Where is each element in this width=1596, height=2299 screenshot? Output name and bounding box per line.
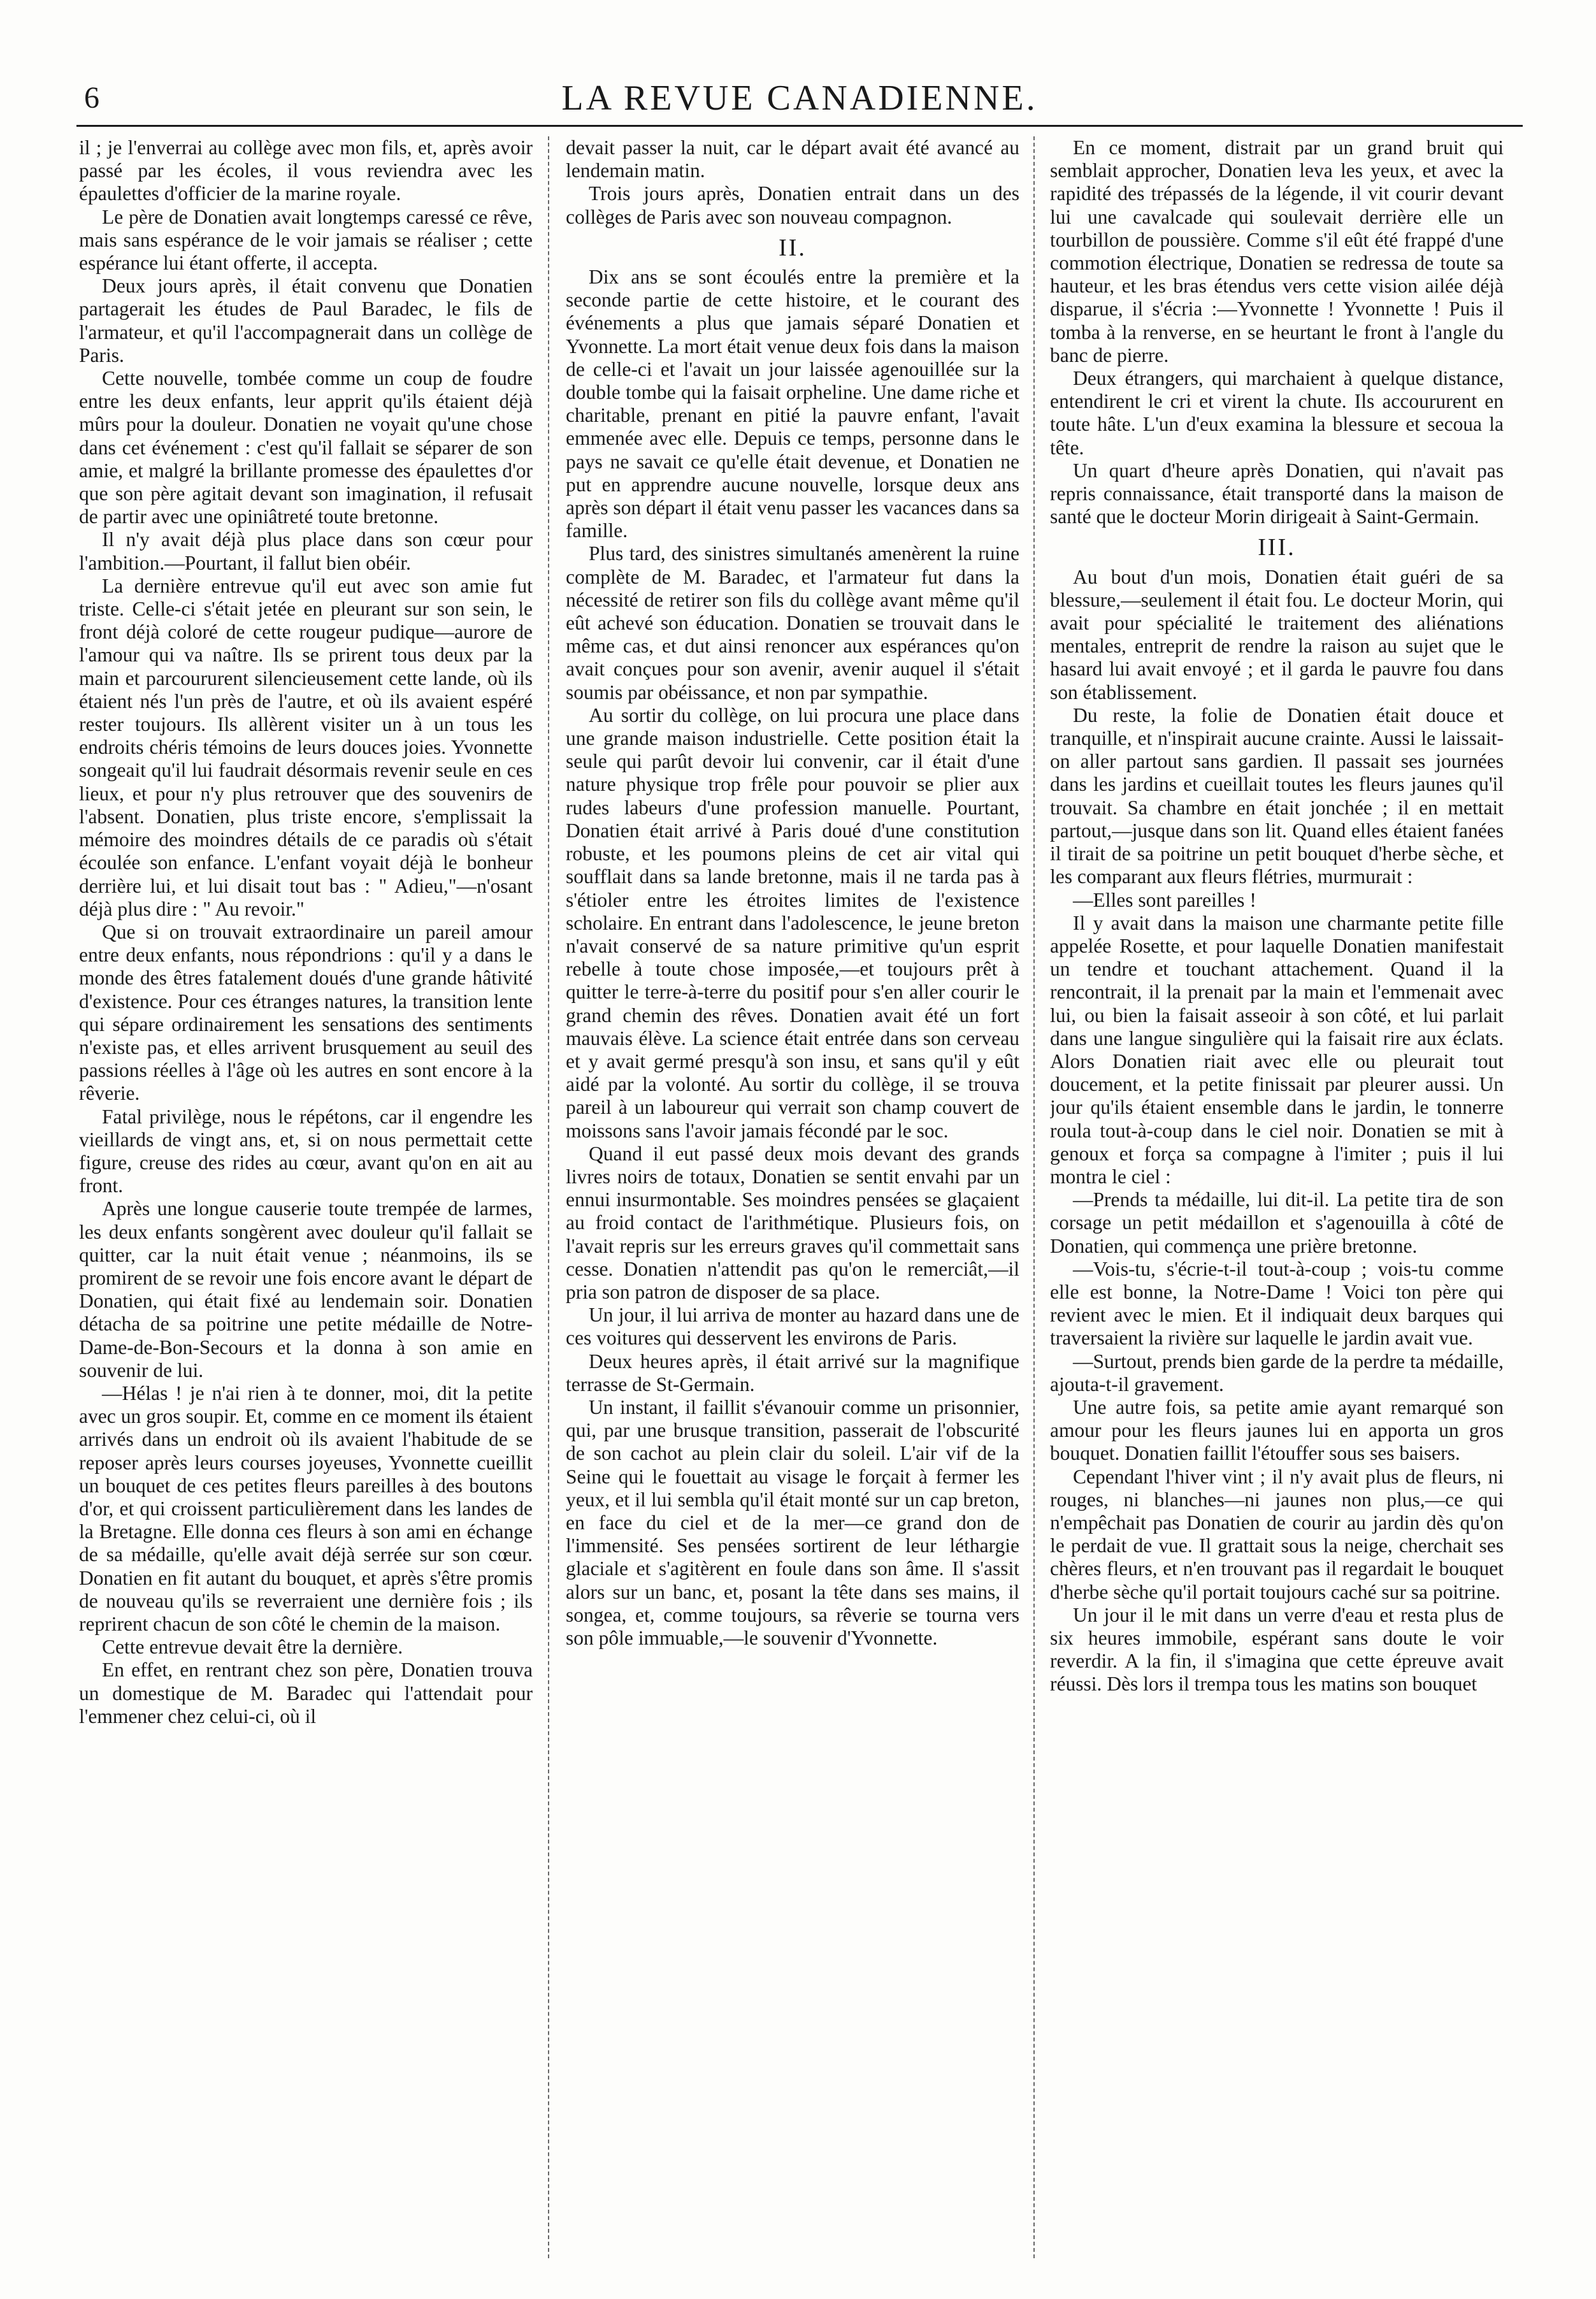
paragraph: Du reste, la folie de Donatien était douce et tranquille, et n'inspirait aucune crainte. Aussi le laissait-on aller partout sans gardien. Il passait ses journées dans les jardins et cueillait toutes les fleurs jaunes qu'il trouvait. Sa chambre en était jonchée ; il en mettait partout,—jusque dans son lit. Quand elles étaient fanées il tirait de sa poitrine un petit bouquet d'herbe sèche, et les comparant aux fleurs flétries, murmurait : (1050, 703, 1504, 888)
column-2 (566, 136, 1019, 2258)
column-3 (1050, 136, 1504, 2258)
paragraph: Trois jours après, Donatien entrait dans un des collèges de Paris avec son nouveau compagnon. (566, 182, 1019, 228)
paragraph: Plus tard, des sinistres simultanés amenèrent la ruine complète de M. Baradec, et l'armateur fut dans la nécessité de retirer son fils du collège avant même qu'il eût achevé son éducation. Donatien se trouvait dans le même cas, et dut ainsi renoncer aux espérances qu'on avait conçues pour son avenir, avenir auquel il s'était soumis par obéissance, et non par sympathie. (566, 542, 1019, 703)
paragraph: Un jour il le mit dans un verre d'eau et resta plus de six heures immobile, espérant sans doute le voir reverdir. A la fin, il s'imagina que cette épreuve avait réussi. Dès lors il trempa tous les matins son bouquet (1050, 1603, 1504, 1696)
paragraph: devait passer la nuit, car le départ avait été avancé au lendemain matin. (566, 136, 1019, 182)
paragraph: Fatal privilège, nous le répétons, car il engendre les vieillards de vingt ans, et, si on nous permettait cette figure, creuse des rides au cœur, avant qu'on en ait au front. (79, 1105, 533, 1197)
paragraph: il ; je l'enverrai au collège avec mon fils, et, après avoir passé par les écoles, il vous reviendra avec les épaulettes d'officier de la marine royale. (79, 136, 533, 205)
paragraph: Que si on trouvait extraordinaire un pareil amour entre deux enfants, nous répondrions : qu'il y a dans le monde des êtres fatalement doués d'une grande hâtivité d'existence. Pour ces étranges natures, la transition lente qui sépare ordinairement les sensations des sentiments n'existe pas, et elles arrivent brusquement au seuil des passions réelles à l'âge où les autres en sont encore à la rêverie. (79, 920, 533, 1105)
page-number: 6 (84, 81, 99, 115)
paragraph: Quand il eut passé deux mois devant des grands livres noirs de totaux, Donatien se sentit envahi par un ennui insurmontable. Ses moindres pensées se glaçaient au froid contact de l'arithmétique. Plusieurs fois, on l'avait repris sur les erreurs graves qu'il commettait sans cesse. Donatien n'attendit pas qu'on le remerciât,—il pria son patron de disposer de sa place. (566, 1142, 1019, 1303)
paragraph: Deux heures après, il était arrivé sur la magnifique terrasse de St-Germain. (566, 1350, 1019, 1395)
paragraph: Cependant l'hiver vint ; il n'y avait plus de fleurs, ni rouges, ni blanches—ni jaunes non plus,—ce qui n'empêchait pas Donatien de courir au jardin dès qu'on le perdait de vue. Il grattait sous la neige, cherchait ses chères fleurs, et n'en trouvant pas il regardait le bouquet d'herbe sèche qu'il portait toujours caché sur sa poitrine. (1050, 1465, 1504, 1603)
section-heading: III. (1258, 534, 1296, 561)
paragraph: En ce moment, distrait par un grand bruit qui semblait approcher, Donatien leva les yeux, et avec la rapidité des trépassés de la légende, il vit courir devant lui une cavalcade qui soulevait derrière elle un tourbillon de poussière. Comme s'il eût été frappé d'une commotion électrique, Donatien se redressa de toute sa hauteur, et les bras étendus vers cette vision ailée déjà disparue, il s'écria :—Yvonnette ! Yvonnette ! Puis il tomba à la renverse, en se heurtant le front à l'angle du banc de pierre. (1050, 136, 1504, 366)
column-separator (1033, 136, 1035, 2258)
paragraph: Un instant, il faillit s'évanouir comme un prisonnier, qui, par une brusque transition, passerait de l'obscurité de son cachot au plein clair du soleil. L'air vif de la Seine qui le fouettait au visage le forçait à fermer les yeux, et il lui sembla qu'il était monté sur un cap breton, en face du ciel et de la mer—ce grand don de l'immensité. Ses pensées sortirent de leur léthargie glaciale et s'agitèrent en foule dans son âme. Il s'assit alors sur un banc, et, posant la tête dans ses mains, il songea, et, comme toujours, sa rêverie se tourna vers son pôle immuable,—le souvenir d'Yvonnette. (566, 1395, 1019, 1649)
paragraph: Au sortir du collège, on lui procura une place dans une grande maison industrielle. Cette position était la seule qui parût devoir lui convenir, car il était d'une nature physique trop frêle pour pouvoir se plier aux rudes labeurs d'une profession manuelle. Pourtant, Donatien était arrivé à Paris doué d'une constitution robuste, et les poumons pleins de cet air vital qui soufflait dans sa lande bretonne, mais il ne tarda pas à s'étioler entre les étroites limites de l'existence scholaire. En entrant dans l'adolescence, le jeune breton n'avait conservé de sa nature primitive qu'un esprit rebelle à toute chose imposée,—et toujours prêt à quitter le terre-à-terre du positif pour s'en aller courir le grand chemin des rêves. Donatien avait été un fort mauvais élève. La science était entrée dans son cerveau et y avait germé presqu'à son insu, et sans qu'il y eût aidé par la volonté. Au sortir du collège, il se trouva pareil à un laboureur qui verrait son champ couvert de moissons sans l'avoir jamais fécondé par le soc. (566, 703, 1019, 1142)
paragraph: La dernière entrevue qu'il eut avec son amie fut triste. Celle-ci s'était jetée en pleurant sur son sein, le front déjà coloré de cette rougeur pudique—aurore de l'amour qui va naître. Ils se prirent tous deux par la main et parcoururent silencieusement cette lande, où ils étaient nés l'un près de l'autre, et où ils avaient espéré rester toujours. Ils allèrent visiter un à un tous les endroits chéris témoins de leurs douces joies. Yvonnette songeait qu'il lui faudrait désormais revenir seule en ces lieux, et pour n'y plus retrouver que des souvenirs de l'absent. Donatien, plus triste encore, s'emplissait la mémoire des moindres détails de ce paradis où s'était écoulée son enfance. L'enfant voyait déjà le bonheur derrière lui, et lui disait tout bas : " Adieu,"—n'osant déjà plus dire : " Au revoir." (79, 574, 533, 920)
paragraph: Une autre fois, sa petite amie ayant remarqué son amour pour les fleurs jaunes lui en apporta un gros bouquet. Donatien faillit l'étouffer sous ses baisers. (1050, 1395, 1504, 1465)
paragraph: Dix ans se sont écoulés entre la première et la seconde partie de cette histoire, et le courant des événements a plus que jamais séparé Donatien et Yvonnette. La mort était venue deux fois dans la maison de celle-ci et l'avait un jour laissée agenouillée sur la double tombe qui la faisait orpheline. Une dame riche et charitable, prenant en pitié la pauvre enfant, l'avait emmenée avec elle. Depuis ce temps, personne dans le pays ne savait ce qu'elle était devenue, et Donatien ne put en apprendre aucune nouvelle, lorsque deux ans après son départ il était venu passer les vacances dans sa famille. (566, 266, 1019, 542)
paragraph: —Vois-tu, s'écrie-t-il tout-à-coup ; vois-tu comme elle est bonne, la Notre-Dame ! Voici ton père qui revient avec le mien. Et il indiquait deux barques qui traversaient la rivière sur laquelle le jardin avait vue. (1050, 1257, 1504, 1350)
paragraph: Il y avait dans la maison une charmante petite fille appelée Rosette, et pour laquelle Donatien manifestait un tendre et touchant attachement. Quand il la rencontrait, il la prenait par la main et l'emmenait avec lui, ou bien la faisait asseoir à son côté, et lui parlait dans une langue singulière qui la faisait rire aux éclats. Alors Donatien riait avec elle ou pleurait tout doucement, et la petite finissait par pleurer aussi. Un jour qu'ils étaient ensemble dans le jardin, le tonnerre roula tout-à-coup dans le ciel noir. Donatien se mit à genoux et força sa compagne à l'imiter ; puis il lui montra le ciel : (1050, 911, 1504, 1188)
paragraph: Il n'y avait déjà plus place dans son cœur pour l'ambition.—Pourtant, il fallut bien obéir. (79, 528, 533, 574)
paragraph: Au bout d'un mois, Donatien était guéri de sa blessure,—seulement il était fou. Le docteur Morin, qui avait pour spécialité le traitement des aliénations mentales, entreprit de rendre la raison au sujet que le hasard lui avait envoyé ; et il garda le pauvre fou dans son établissement. (1050, 565, 1504, 703)
page-header (76, 71, 1523, 122)
running-title: LA REVUE CANADIENNE. (561, 78, 1038, 118)
paragraph: —Elles sont pareilles ! (1073, 888, 1256, 911)
paragraph: Deux étrangers, qui marchaient à quelque distance, entendirent le cri et virent la chute. Ils accoururent en toute hâte. L'un d'eux examina la blessure et secoua la tête. (1050, 367, 1504, 459)
section-heading: II. (779, 234, 807, 261)
paragraph: Cette nouvelle, tombée comme un coup de foudre entre les deux enfants, leur apprit qu'ils étaient déjà mûrs pour la douleur. Donatien ne voyait qu'une chose dans cet événement : c'est qu'il fallait se séparer de son amie, et malgré la brillante promesse des épaulettes d'or que son père agitait devant son imagination, il refusait de partir avec une opiniâtreté toute bretonne. (79, 367, 533, 528)
paragraph: Cette entrevue devait être la dernière. (102, 1636, 403, 1659)
paragraph: —Hélas ! je n'ai rien à te donner, moi, dit la petite avec un gros soupir. Et, comme en ce moment ils étaient arrivés dans un endroit où ils avaient l'habitude de se reposer après leurs courses joyeuses, Yvonnette cueillit un bouquet de ces petites fleurs pareilles à des boutons d'or, et qui croissent particulièrement dans les landes de la Bretagne. Elle donna ces fleurs à son ami en échange de sa médaille, qu'elle avait déjà serrée sur son cœur. Donatien en fit autant du bouquet, et après s'être promis de nouveau qu'ils se reverraient une dernière fois ; ils reprirent chacun de son côté le chemin de la maison. (79, 1381, 533, 1635)
paragraph: En effet, en rentrant chez son père, Donatien trouva un domestique de M. Baradec qui l'attendait pour l'emmener chez celui-ci, où il (79, 1659, 533, 1727)
paragraph: Un quart d'heure après Donatien, qui n'avait pas repris connaissance, était transporté dans la maison de santé que le docteur Morin dirigeait à Saint-Germain. (1050, 459, 1504, 528)
paragraph: Après une longue causerie toute trempée de larmes, les deux enfants songèrent avec douleur qu'il fallait se quitter, car la nuit était venue ; néanmoins, ils se promirent de se revoir une fois encore avant le départ de Donatien, qui était fixé au lendemain soir. Donatien détacha de sa poitrine une petite médaille de Notre-Dame-de-Bon-Secours et la donna à son amie en souvenir de lui. (79, 1197, 533, 1381)
paragraph: Le père de Donatien avait longtemps caressé ce rêve, mais sans espérance de le voir jamais se réaliser ; cette espérance lui étant offerte, il accepta. (79, 205, 533, 275)
header-rule (76, 125, 1523, 127)
paragraph: —Surtout, prends bien garde de la perdre ta médaille, ajouta-t-il gravement. (1050, 1350, 1504, 1395)
column-1 (79, 136, 533, 2258)
paragraph: Un jour, il lui arriva de monter au hazard dans une de ces voitures qui desservent les environs de Paris. (566, 1304, 1019, 1350)
column-separator (548, 136, 549, 2258)
paragraph: Deux jours après, il était convenu que Donatien partagerait les études de Paul Baradec, le fils de l'armateur, et qu'il l'accompagnerait dans un collège de Paris. (79, 275, 533, 366)
paragraph: —Prends ta médaille, lui dit-il. La petite tira de son corsage un petit médaillon et s'agenouilla à côté de Donatien, qui commença une prière bretonne. (1050, 1188, 1504, 1257)
